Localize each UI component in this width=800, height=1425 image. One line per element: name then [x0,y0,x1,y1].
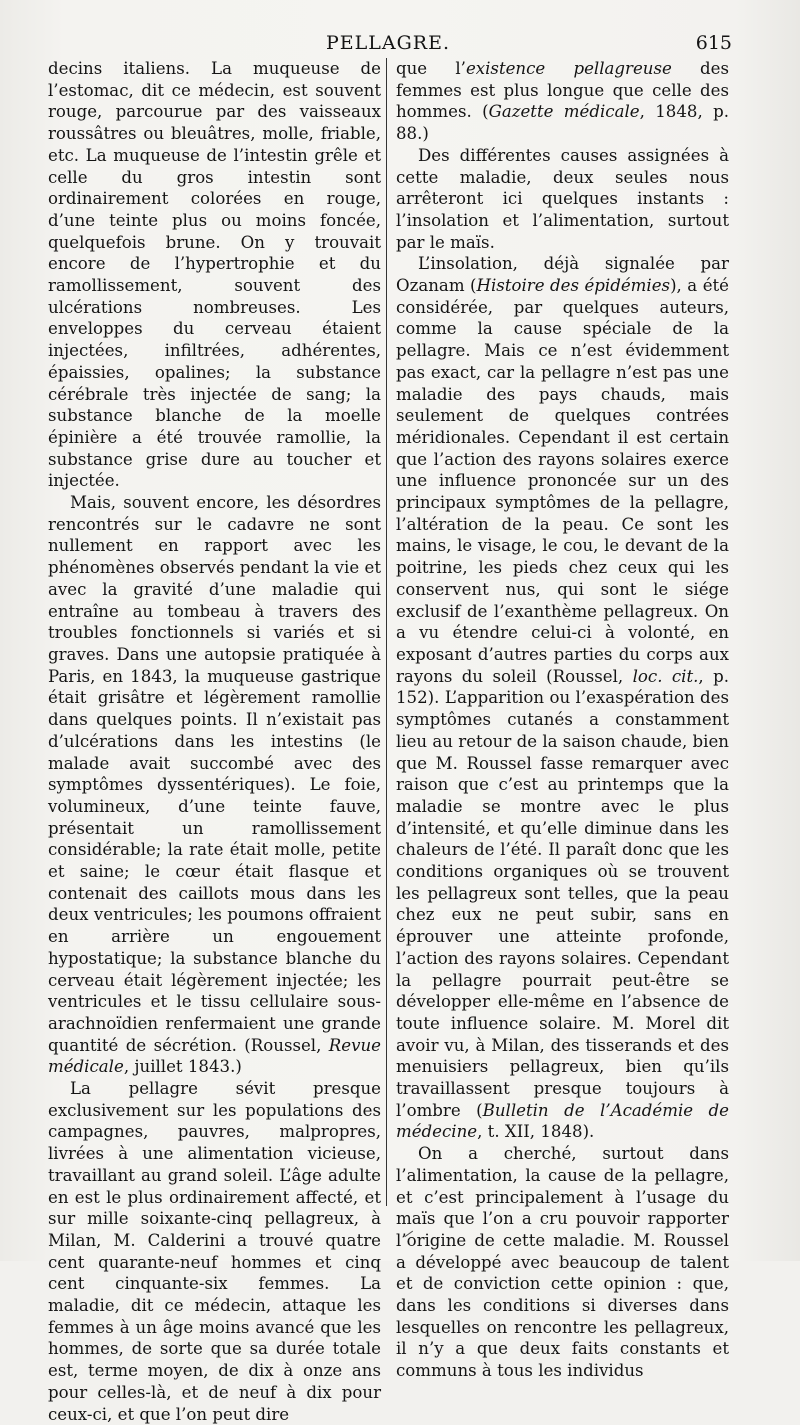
text: ), a été considérée, par quelques auteurs, comme la cause spéciale de la pellagre. Mais ce n’est évidemment pas exact, car la pellagre n’est pas une maladie des pays chauds, mais seulement de quelques contrées méridionales. Cependant il est certain que l’action des rayons solaires exerce une influence prononcée sur un des principaux symptômes de la pellagre, l’altération de la peau. Ce sont les mains, le visage, le cou, le devant de la poitrine, les pieds chez ceux qui les conservent nus, qui sont le siége exclusif de l’exanthème pellagreux. On a vu étendre celui-ci à volonté, en exposant d’autres parties du corps aux rayons du soleil (Roussel, [396,276,729,686]
running-title: PELLAGRE. [325,32,450,54]
citation-ref: loc. cit. [632,666,699,686]
text: que l’ [396,59,466,78]
text: L’insolation, déjà signalée par Ozanam ( [396,254,729,296]
right-column [396,58,729,1382]
text: On a cherché, surtout dans l’alimentation, la cause de la pellagre, et c’est principalement à l’usage du maïs que l’on a cru pouvoir rapporter l’origine de cette maladie. M. Roussel a développé avec beaucoup de talent et de conviction cette opinion : que, dans les conditions si diverses dans lesquelles on rencontre les pellagreux, il n’y a que deux faits constants et communs à tous les individus [396,1144,729,1381]
citation-title: Histoire des épidémies [476,276,671,296]
paragraph-populations [48,1078,381,1425]
left-column [48,58,381,1425]
citation-title: Revue médicale [48,1035,381,1077]
citation-title: Gazette médicale [488,102,640,122]
paragraph-alimentation [396,1143,729,1382]
text: La pellagre sévit presque exclusivement sur les populations des campagnes, pauvres, malpropres, livrées à une alimentation vicieuse, travaillant au grand soleil. L’âge adulte en est le plus ordinairement affecté, et sur mille soixante-cinq pellagreux, à Milan, M. Calderini a trouvé quatre cent quarante-neuf hommes et cinq cent cinquante-six femmes. La maladie, dit ce médecin, attaque les femmes à un âge moins avancé que les hommes, de sorte que sa durée totale est, terme moyen, de dix à onze ans pour celles-là, et de neuf à dix pour ceux-ci, et que l’on peut dire [48,1079,381,1424]
citation-title: Bulletin de l’Académie de médecine [396,1100,729,1142]
paragraph-continued-existence [396,58,729,145]
text: Mais, souvent encore, les désordres rencontrés sur le cadavre ne sont nullement en rapport avec les phénomènes observés pendant la vie et avec la gravité d’une maladie qui entraîne au tombeau à travers des troubles fonctionnels si variés et si graves. Dans une autopsie pratiquée à Paris, en 1843, la muqueuse gastrique était grisâtre et légèrement ramollie dans quelques points. Il n’existait pas d’ulcérations dans les intestins (le malade avait succombé avec des symptômes dyssentériques). Le foie, volumineux, d’une teinte fauve, présentait un ramollissement considérable; la rate était molle, petite et saine; le cœur était flasque et contenait des caillots mous dans les deux ventricules; les poumons offraient en arrière un engouement hypostatique; la substance blanche du cerveau était légèrement injectée; les ventricules et le tissu cellulaire sous-arachnoïdien renfermaient une grande quantité de sécrétion. (Roussel, [48,493,381,1055]
text: decins italiens. La muqueuse de l’estomac, dit ce médecin, est souvent rouge, parcourue par des vaisseaux roussâtres ou bleuâtres, molle, friable, etc. La muqueuse de l’intestin grêle et celle du gros intestin sont ordinairement colorées en rouge, d’une teinte plus ou moins foncée, quelquefois brune. On y trouvait encore de l’hypertrophie et du ramollissement, souvent des ulcérations nombreuses. Les enveloppes du cerveau étaient injectées, infiltrées, adhérentes, épaissies, opalines; la substance cérébrale très injectée de sang; la substance blanche de la moelle épinière a été trouvée ramollie, la substance grise dure au toucher et injectée. [48,59,381,491]
column-divider [386,58,387,1206]
page-header [48,30,732,56]
text: , t. XII, 1848). [477,1122,595,1142]
paragraph-causes [396,145,729,254]
emphasis: existence pellagreuse [465,59,672,78]
text: des femmes est plus longue que celle des hommes. ( [396,59,729,122]
text: , p. 152). L’apparition ou l’exaspération des symptômes cutanés a constamment lieu au retour de la saison chaude, bien que M. Roussel fasse remarquer avec raison que c’est au printemps que la maladie se montre avec le plus d’intensité, et qu’elle diminue dans les chaleurs de l’été. Il paraît donc que les conditions organiques où se trouvent les pellagreux sont telles, que la peau chez eux ne peut subir, sans en éprouver une atteinte profonde, l’action des rayons solaires. Cependant la pellagre pourrait peut-être se développer elle-même en l’absence de toute influence solaire. M. Morel dit avoir vu, à Milan, des tisserands et des menuisiers pellagreux, bien qu’ils travaillassent presque toujours à l’ombre ( [396,666,729,1120]
paragraph-insolation [396,253,729,1143]
text: , 1848, p. 88.) [396,102,729,144]
text: , juillet 1843.) [123,1057,242,1077]
paragraph-continued-autopsy [48,58,381,492]
text: Des différentes causes assignées à cette maladie, deux seules nous arrêteront ici quelques instants : l’insolation et l’alimentation, surtout par le maïs. [396,145,729,252]
page-number: 615 [695,32,732,54]
paragraph-autopsy-paris [48,492,381,1078]
